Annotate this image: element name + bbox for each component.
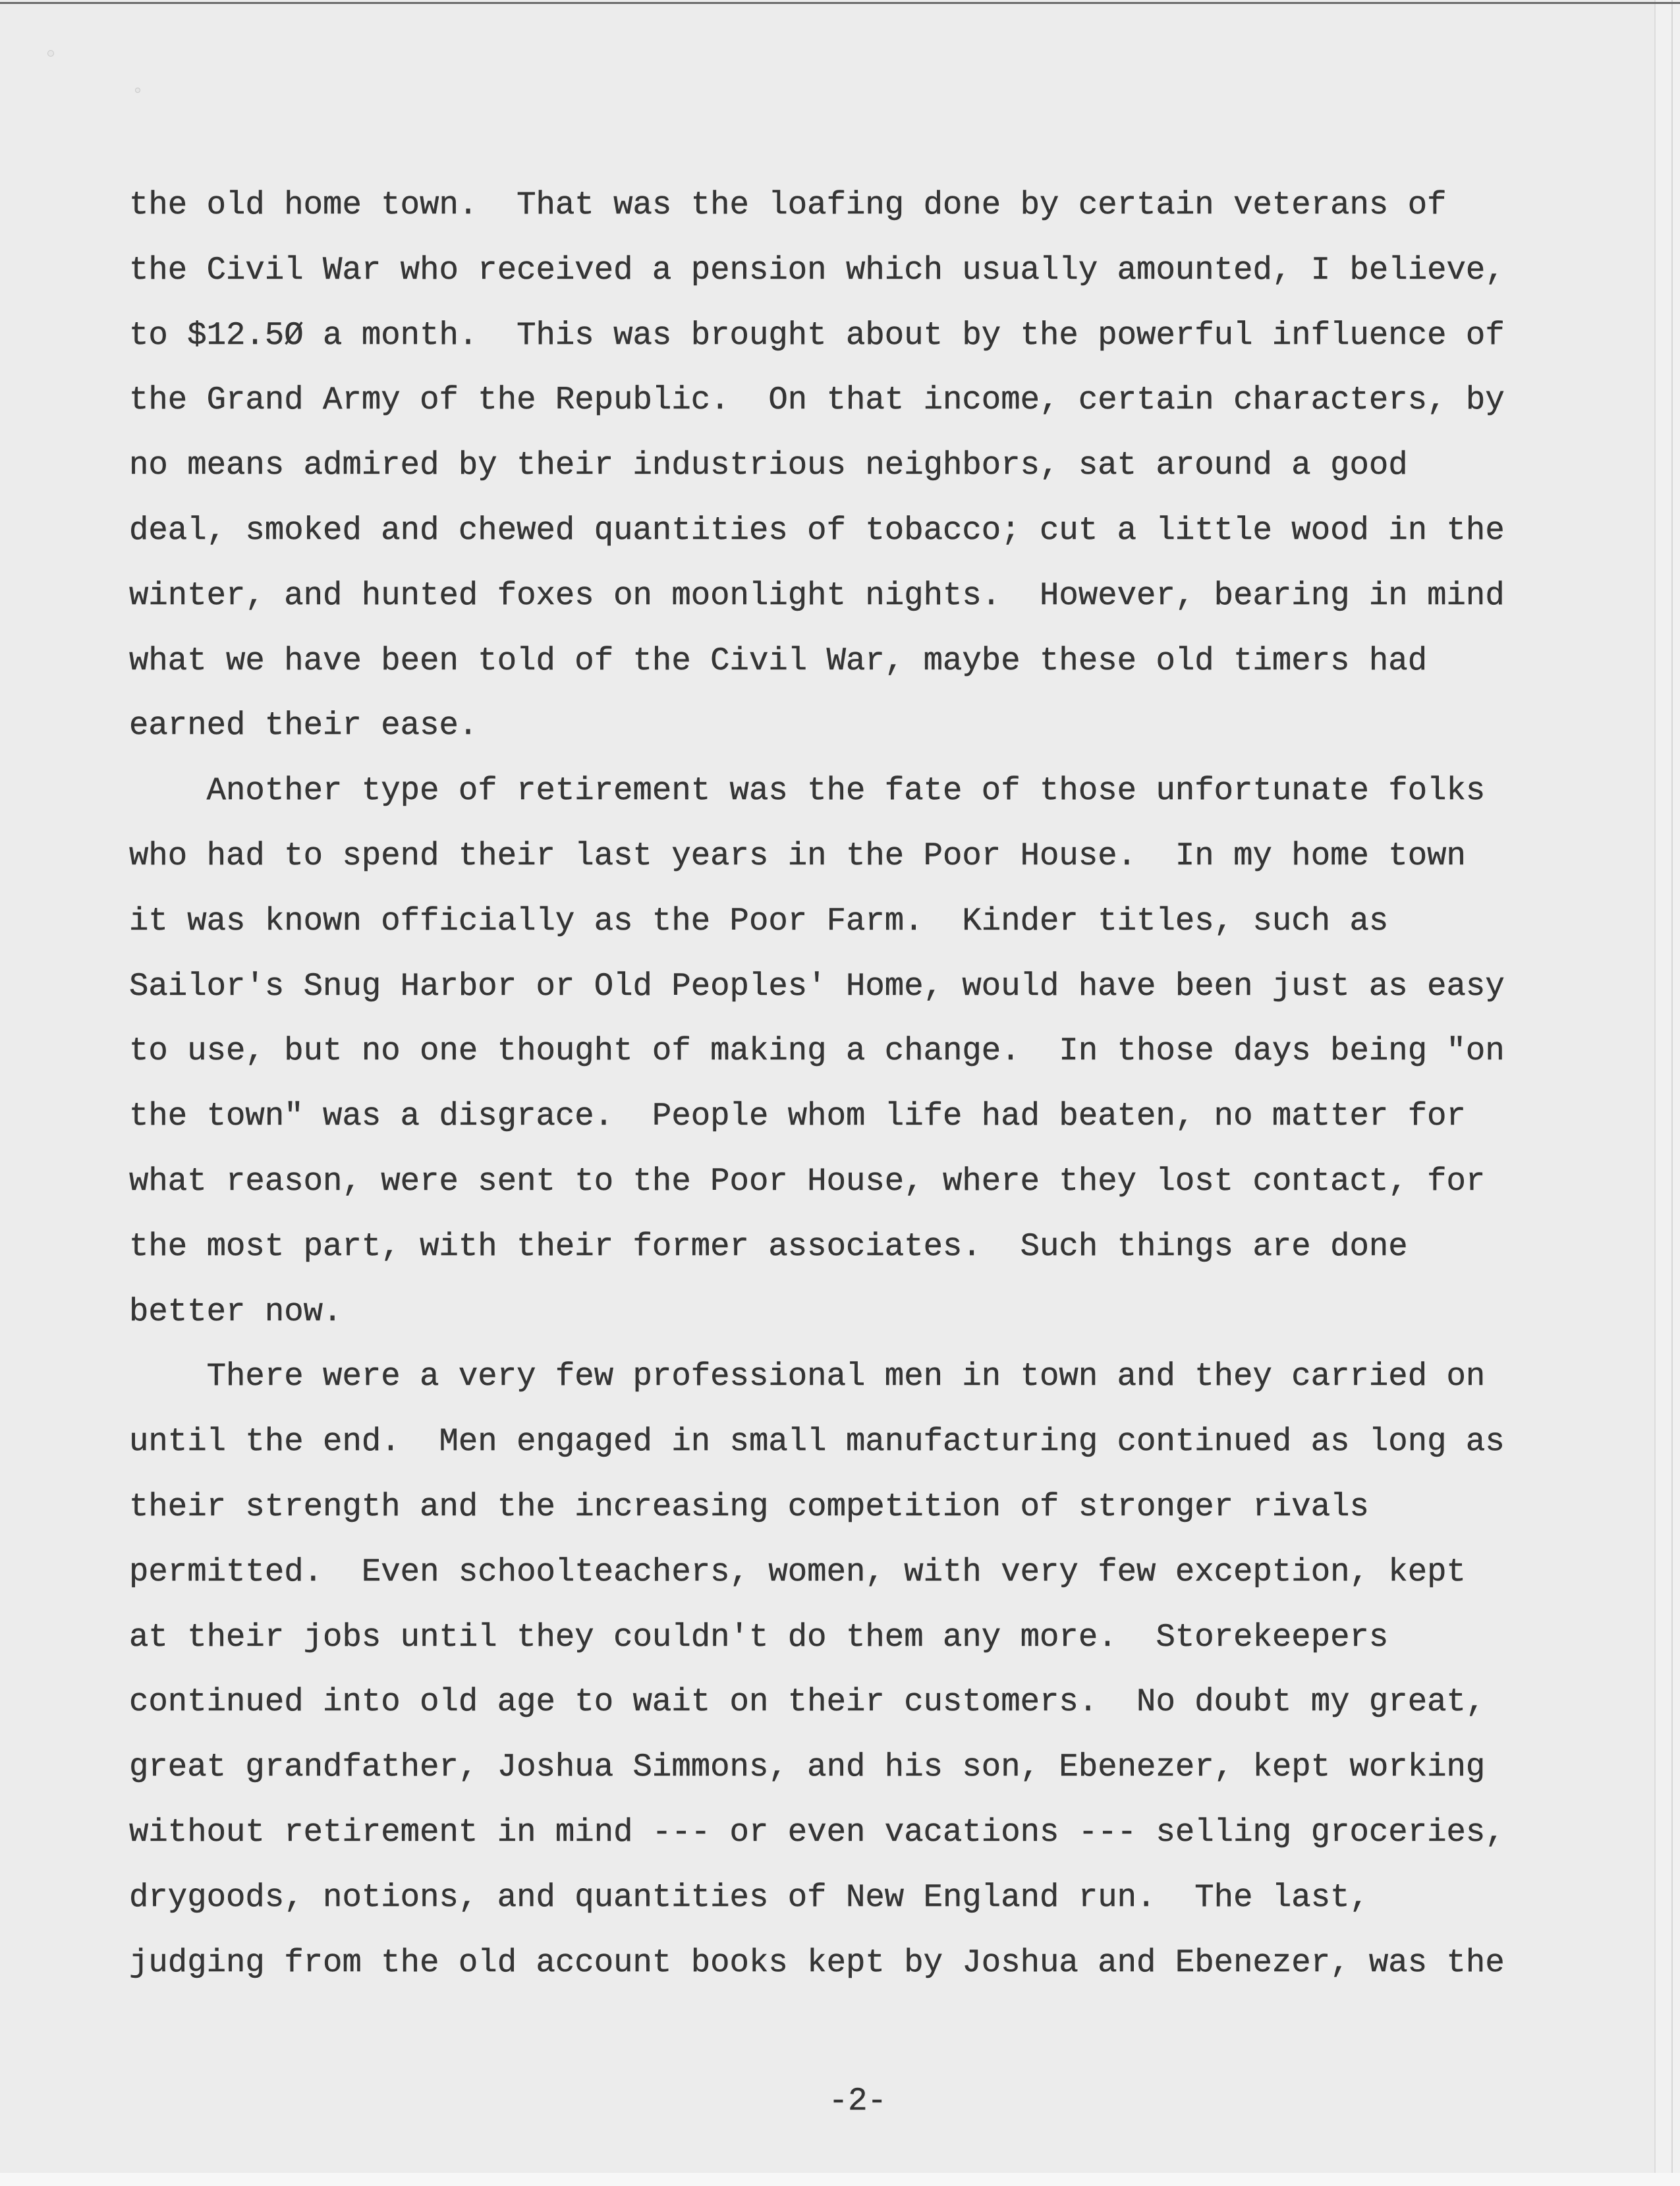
text-line: the Civil War who received a pension which usually amounted, I believe, — [129, 251, 1505, 289]
text-line: winter, and hunted foxes on moonlight nights. However, bearing in mind — [129, 576, 1505, 614]
scan-edge-line — [1654, 0, 1656, 2186]
page-top-edge — [0, 2, 1680, 4]
text-line: deal, smoked and chewed quantities of tobacco; cut a little wood in the — [129, 511, 1505, 549]
text-line: no means admired by their industrious neighbors, sat around a good — [129, 447, 1408, 484]
text-line: continued into old age to wait on their customers. No doubt my great, — [129, 1683, 1486, 1721]
paragraph-start-line: There were a very few professional men in town and they carried on — [129, 1358, 1486, 1395]
text-line: the town" was a disgrace. People whom life had beaten, no matter for — [129, 1098, 1466, 1135]
text-line: what reason, were sent to the Poor House, where they lost contact, for — [129, 1162, 1486, 1200]
text-line: judging from the old account books kept by Joshua and Ebenezer, was the — [129, 1944, 1505, 1981]
text-line: Sailor's Snug Harbor or Old Peoples' Home, would have been just as easy — [129, 967, 1505, 1005]
page-number — [0, 2004, 1680, 2186]
text-line: the most part, with their former associates. Such things are done — [129, 1227, 1408, 1265]
paragraph-start-line: Another type of retirement was the fate of those unfortunate folks — [129, 772, 1486, 810]
scan-edge-line — [1671, 0, 1673, 2186]
text-line: permitted. Even schoolteachers, women, with very few exception, kept — [129, 1553, 1466, 1590]
text-line: what we have been told of the Civil War, maybe these old timers had — [129, 642, 1428, 679]
paper-speck — [135, 88, 140, 93]
page-number-text: -2- — [828, 2082, 887, 2119]
body-text — [129, 173, 1579, 1995]
text-line: at their jobs until they couldn't do them any more. Storekeepers — [129, 1618, 1389, 1656]
text-line: until the end. Men engaged in small manufacturing continued as long as — [129, 1423, 1505, 1461]
text-line: the old home town. That was the loafing done by certain veterans of — [129, 186, 1447, 223]
text-line: earned their ease. — [129, 707, 478, 744]
scan-edge-strip — [1656, 0, 1680, 2186]
text-line: to use, but no one thought of making a change. In those days being "on — [129, 1032, 1505, 1070]
text-line: the Grand Army of the Republic. On that income, certain characters, by — [129, 381, 1505, 419]
text-line: to $12.5Ø a month. This was brought about by the powerful influence of — [129, 316, 1505, 354]
text-line: drygoods, notions, and quantities of New England run. The last, — [129, 1878, 1369, 1916]
paper-speck — [47, 50, 54, 57]
text-line: without retirement in mind --- or even vacations --- selling groceries, — [129, 1813, 1505, 1851]
text-line: their strength and the increasing competition of stronger rivals — [129, 1488, 1369, 1525]
text-line: better now. — [129, 1293, 343, 1330]
text-line: who had to spend their last years in the Poor House. In my home town — [129, 837, 1466, 874]
text-line: it was known officially as the Poor Farm. Kinder titles, such as — [129, 902, 1389, 939]
text-line: great grandfather, Joshua Simmons, and his son, Ebenezer, kept working — [129, 1749, 1486, 1786]
